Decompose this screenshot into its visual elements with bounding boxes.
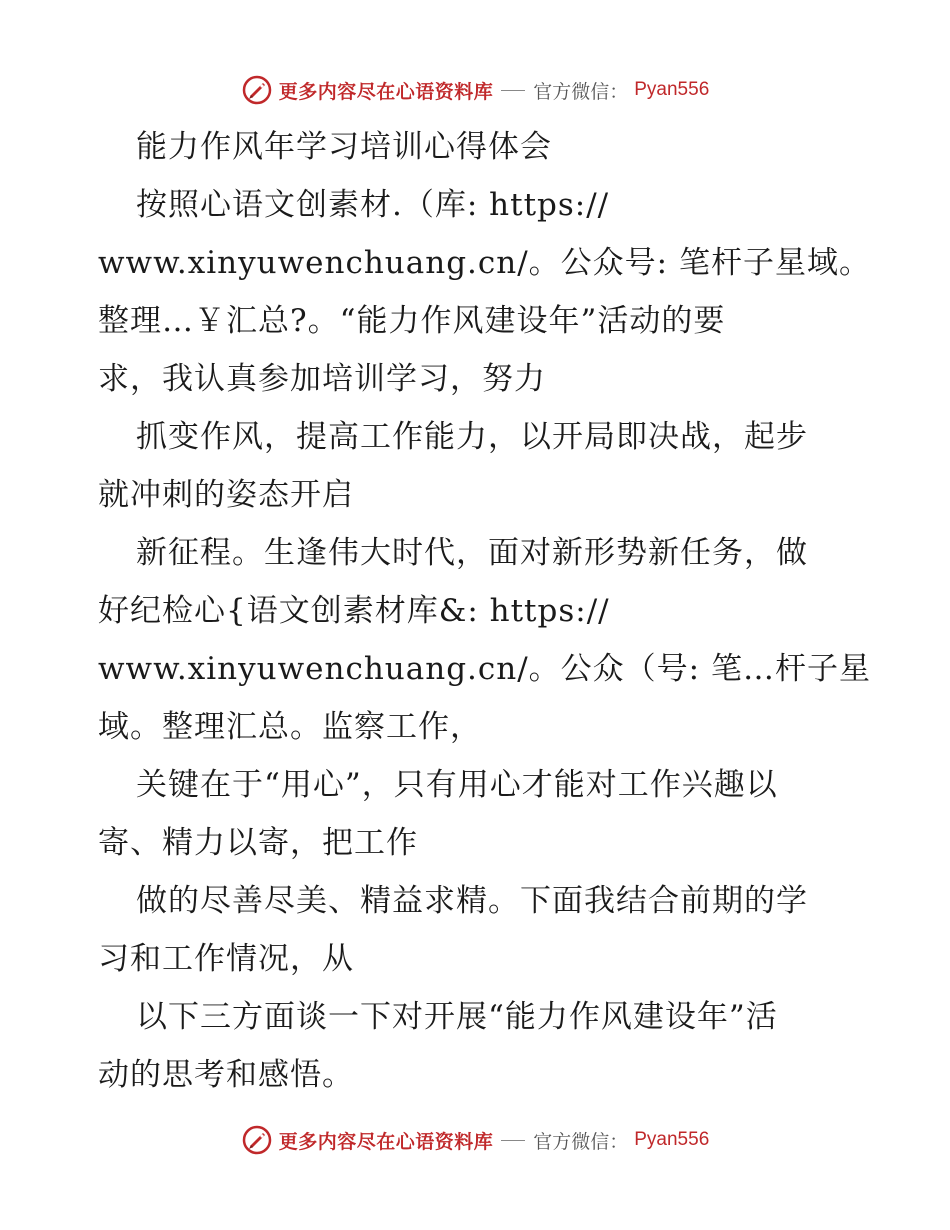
banner-content	[241, 74, 710, 106]
header-banner	[0, 70, 950, 110]
banner-content	[241, 1124, 710, 1156]
text-line: 新征程。生逢伟大时代，面对新形势新任务，做	[136, 535, 808, 571]
text-line: 好纪检心{语文创素材库&: https://	[98, 593, 610, 629]
text-line: www.xinyuwenchuang.cn/。公众号: 笔杆子星域。	[98, 245, 871, 281]
text-line: 关键在于“用心”，只有用心才能对工作兴趣以	[136, 767, 778, 803]
text-line: 动的思考和感悟。	[98, 1057, 354, 1093]
text-line: 就冲刺的姿态开启	[98, 477, 354, 513]
quill-logo-icon	[241, 74, 273, 106]
banner-wechat-id: Pyan556	[634, 1129, 710, 1150]
banner-official-label: 官方微信：	[533, 1130, 629, 1153]
text-line: 域。整理汇总。监察工作，	[98, 709, 482, 745]
text-line: 整理…￥汇总?。“能力作风建设年”活动的要	[98, 303, 726, 339]
footer-banner	[0, 1120, 950, 1160]
banner-main-text: 更多内容尽在心语资料库	[278, 80, 494, 103]
text-line: 习和工作情况，从	[98, 941, 354, 977]
text-line: 求，我认真参加培训学习，努力	[98, 361, 546, 397]
banner-official-label: 官方微信：	[533, 80, 629, 103]
document-body	[98, 118, 871, 1104]
text-line: 做的尽善尽美、精益求精。下面我结合前期的学	[136, 883, 808, 919]
banner-wechat-id: Pyan556	[634, 79, 710, 100]
text-line: 寄、精力以寄，把工作	[98, 825, 418, 861]
text-line: 以下三方面谈一下对开展“能力作风建设年”活	[136, 999, 778, 1035]
text-line: www.xinyuwenchuang.cn/。公众（号: 笔…杆子星	[98, 651, 871, 687]
document-title: 能力作风年学习培训心得体会	[136, 129, 552, 165]
banner-dash	[501, 90, 525, 91]
text-line: 按照心语文创素材.（库: https://	[136, 187, 610, 223]
banner-main-text: 更多内容尽在心语资料库	[278, 1130, 494, 1153]
quill-logo-icon	[241, 1124, 273, 1156]
banner-dash	[501, 1140, 525, 1141]
text-line: 抓变作风，提高工作能力，以开局即决战，起步	[136, 419, 808, 455]
